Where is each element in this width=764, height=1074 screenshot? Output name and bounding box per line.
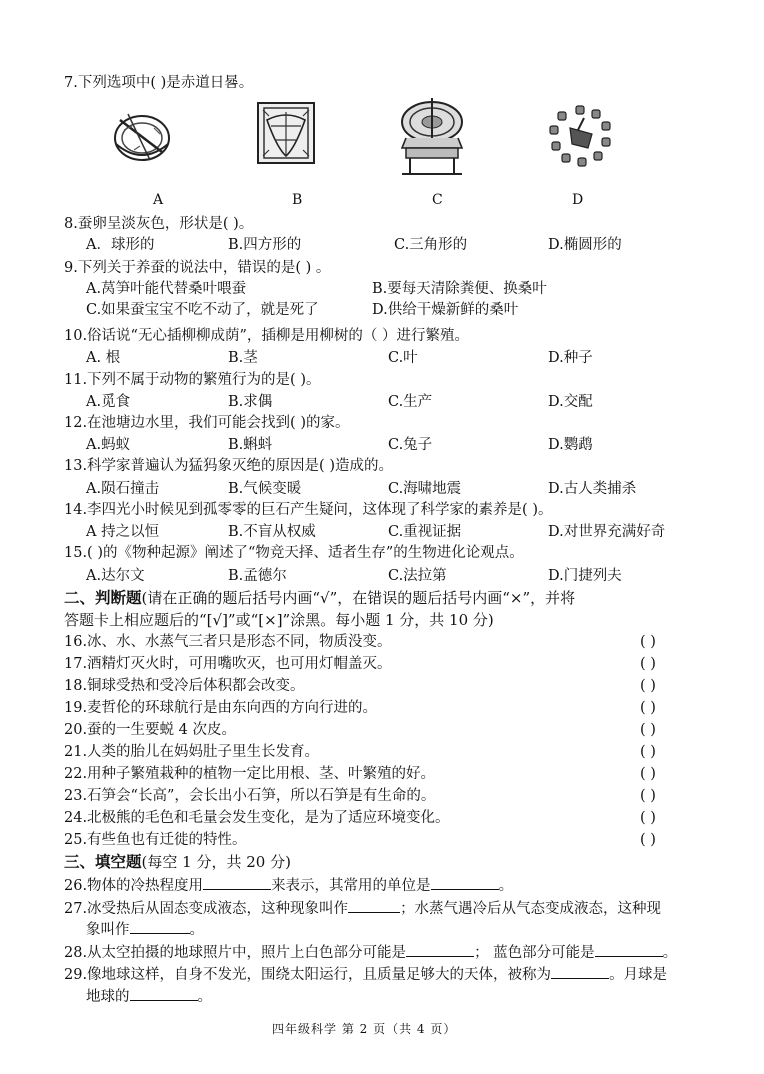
judge-item-18: 18.铜球受热和受冷后体积都会改变。 — [64, 678, 305, 694]
fill-q29-line1 — [64, 964, 667, 985]
q7-label-c: C — [432, 192, 443, 208]
q11-option-b: B.求偶 — [228, 394, 273, 410]
sundial-c-icon — [392, 98, 472, 178]
judge-item-19: 19.麦哲伦的环球航行是由东向西的方向行进的。 — [64, 700, 378, 716]
q11-stem: 11.下列不属于动物的繁殖行为的是( )。 — [64, 372, 321, 388]
judge-item-20: 20.蚕的一生要蜕 4 次皮。 — [64, 722, 237, 738]
judge-answer-20[interactable]: ( ) — [640, 722, 656, 738]
q14-option-d: D.对世界充满好奇 — [548, 524, 666, 540]
q28-text-b: ； 蓝色部分可能是 — [474, 945, 595, 961]
fill-q27-line1 — [64, 898, 661, 919]
q9-option-c: C.如果蚕宝宝不吃不动了，就是死了 — [86, 302, 319, 318]
q29-text-d: 。 — [197, 989, 212, 1005]
judge-answer-22[interactable]: ( ) — [640, 766, 656, 782]
q27-blank-1[interactable] — [348, 898, 400, 913]
q28-blank-2[interactable] — [595, 942, 663, 957]
q8-option-c: C.三角形的 — [394, 237, 468, 253]
q14-option-b: B.不盲从权威 — [228, 524, 316, 540]
q11-option-d: D.交配 — [548, 394, 593, 410]
judge-answer-23[interactable]: ( ) — [640, 788, 656, 804]
fill-q27-line2 — [86, 919, 204, 940]
sundial-option-b-image — [255, 100, 311, 166]
judge-answer-24[interactable]: ( ) — [640, 810, 656, 826]
q15-option-c: C.法拉第 — [388, 568, 447, 584]
q12-option-b: B.蝌蚪 — [228, 437, 273, 453]
q27-blank-2[interactable] — [130, 919, 190, 934]
sundial-a-icon — [110, 100, 172, 166]
section2-instruction-2: 答题卡上相应题后的“[√]”或“[×]”涂黑。每小题 1 分，共 10 分) — [64, 611, 494, 629]
judge-item-21: 21.人类的胎儿在妈妈肚子里生长发育。 — [64, 744, 320, 760]
fill-q29-line2 — [86, 986, 212, 1007]
q15-option-b: B.孟德尔 — [228, 568, 287, 584]
fill-q26 — [64, 875, 513, 896]
judge-answer-21[interactable]: ( ) — [640, 744, 656, 760]
q29-blank-2[interactable] — [130, 986, 198, 1001]
q14-option-a: A 持之以恒 — [86, 524, 160, 540]
q11-option-a: A.觅食 — [86, 394, 131, 410]
section3-instruction: (每空 1 分，共 20 分) — [141, 853, 291, 871]
q12-stem: 12.在池塘边水里，我们可能会找到( )的家。 — [64, 415, 350, 431]
q28-blank-1[interactable] — [406, 942, 474, 957]
sundial-option-d-image — [548, 104, 612, 170]
judge-answer-18[interactable]: ( ) — [640, 678, 656, 694]
page-footer: 四年级科学 第 2 页（共 4 页） — [272, 1022, 457, 1036]
q13-option-d: D.古人类捕杀 — [548, 481, 637, 497]
q12-option-c: C.兔子 — [388, 437, 433, 453]
q28-text-c: 。 — [662, 945, 678, 961]
q9-stem: 9.下列关于养蚕的说法中，错误的是( ) 。 — [64, 260, 331, 276]
section2-instruction-1: (请在正确的题后括号内画“√”，在错误的题后括号内画“×”，并将 — [141, 589, 576, 607]
judge-answer-16[interactable]: ( ) — [640, 634, 656, 650]
q29-text-c: 地球的 — [86, 989, 130, 1005]
sundial-b-icon — [255, 100, 317, 166]
q26-text-a: 26.物体的冷热程度用 — [64, 878, 204, 894]
judge-item-16: 16.冰、水、水蒸气三者只是形态不同，物质没变。 — [64, 634, 392, 650]
q10-option-a: A. 根 — [86, 350, 121, 366]
q7-label-a: A — [153, 192, 164, 208]
q7-stem: 7.下列选项中( )是赤道日晷。 — [64, 75, 254, 91]
sundial-option-a-image — [110, 100, 166, 166]
judge-answer-25[interactable]: ( ) — [640, 832, 656, 848]
q29-text-a: 29.像地球这样，自身不发光，围绕太阳运行，且质量足够大的天体，被称为 — [64, 967, 552, 983]
section2-heading — [64, 588, 575, 608]
q8-option-a: A．球形的 — [86, 237, 155, 253]
judge-item-25: 25.有些鱼也有迁徙的特性。 — [64, 832, 247, 848]
q7-label-b: B — [292, 192, 303, 208]
q13-stem: 13.科学家普遍认为猛犸象灭绝的原因是( )造成的。 — [64, 458, 393, 474]
fill-q28 — [64, 942, 677, 963]
judge-item-17: 17.酒精灯灭火时，可用嘴吹灭，也可用灯帽盖灭。 — [64, 656, 392, 672]
q27-text-a: 27.冰受热后从固态变成液态，这种现象叫作 — [64, 901, 349, 917]
judge-item-23: 23.石笋会“长高”，会长出小石笋，所以石笋是有生命的。 — [64, 788, 436, 804]
q14-stem: 14.李四光小时候见到孤零零的巨石产生疑问，这体现了科学家的素养是( )。 — [64, 502, 553, 518]
sundial-option-c-image — [392, 98, 472, 164]
section3-title: 三、填空题 — [64, 853, 142, 871]
q12-option-d: D.鹦鹉 — [548, 437, 593, 453]
q15-stem: 15.( )的《物种起源》阐述了“物竞天择、适者生存”的生物进化论观点。 — [64, 545, 524, 561]
q27-text-b: ；水蒸气遇冷后从气态变成液态，这种现 — [400, 901, 662, 917]
q29-text-b: 。月球是 — [609, 967, 668, 983]
judge-item-24: 24.北极熊的毛色和毛量会发生变化，是为了适应环境变化。 — [64, 810, 450, 826]
q9-option-b: B.要每天清除粪便、换桑叶 — [372, 281, 547, 297]
q8-option-d: D.椭圆形的 — [548, 237, 622, 253]
q26-text-c: 。 — [498, 878, 514, 894]
q13-option-b: B.气候变暖 — [228, 481, 302, 497]
q27-text-c: 象叫作 — [86, 922, 130, 938]
q8-stem: 8.蚕卵呈淡灰色，形状是( )。 — [64, 216, 254, 232]
q10-stem: 10.俗话说“无心插柳柳成荫”，插柳是用柳树的（ ）进行繁殖。 — [64, 328, 469, 344]
q26-blank-1[interactable] — [203, 875, 271, 890]
judge-item-22: 22.用种子繁殖栽种的植物一定比用根、茎、叶繁殖的好。 — [64, 766, 436, 782]
q28-text-a: 28.从太空拍摄的地球照片中，照片上白色部分可能是 — [64, 945, 407, 961]
q11-option-c: C.生产 — [388, 394, 433, 410]
section3-heading — [64, 852, 291, 872]
q13-option-c: C.海啸地震 — [388, 481, 462, 497]
judge-answer-17[interactable]: ( ) — [640, 656, 656, 672]
q13-option-a: A.陨石撞击 — [86, 481, 160, 497]
judge-answer-19[interactable]: ( ) — [640, 700, 656, 716]
q14-option-c: C.重视证据 — [388, 524, 462, 540]
section2-title: 二、判断题 — [64, 589, 142, 607]
q9-option-a: A.莴笋叶能代替桑叶喂蚕 — [86, 281, 247, 297]
q15-option-d: D.门捷列夫 — [548, 568, 622, 584]
q15-option-a: A.达尔文 — [86, 568, 145, 584]
q29-blank-1[interactable] — [551, 964, 609, 979]
q10-option-b: B.茎 — [228, 350, 258, 366]
q9-option-d: D.供给干燥新鲜的桑叶 — [372, 302, 519, 318]
q27-text-d: 。 — [189, 922, 204, 938]
q12-option-a: A.蚂蚁 — [86, 437, 131, 453]
q10-option-d: D.种子 — [548, 350, 593, 366]
q26-text-b: 来表示，其常用的单位是 — [271, 878, 431, 894]
sundial-d-icon — [548, 104, 612, 170]
q26-blank-2[interactable] — [431, 875, 499, 890]
q8-option-b: B.四方形的 — [228, 237, 302, 253]
q7-label-d: D — [572, 192, 584, 208]
q10-option-c: C.叶 — [388, 350, 418, 366]
